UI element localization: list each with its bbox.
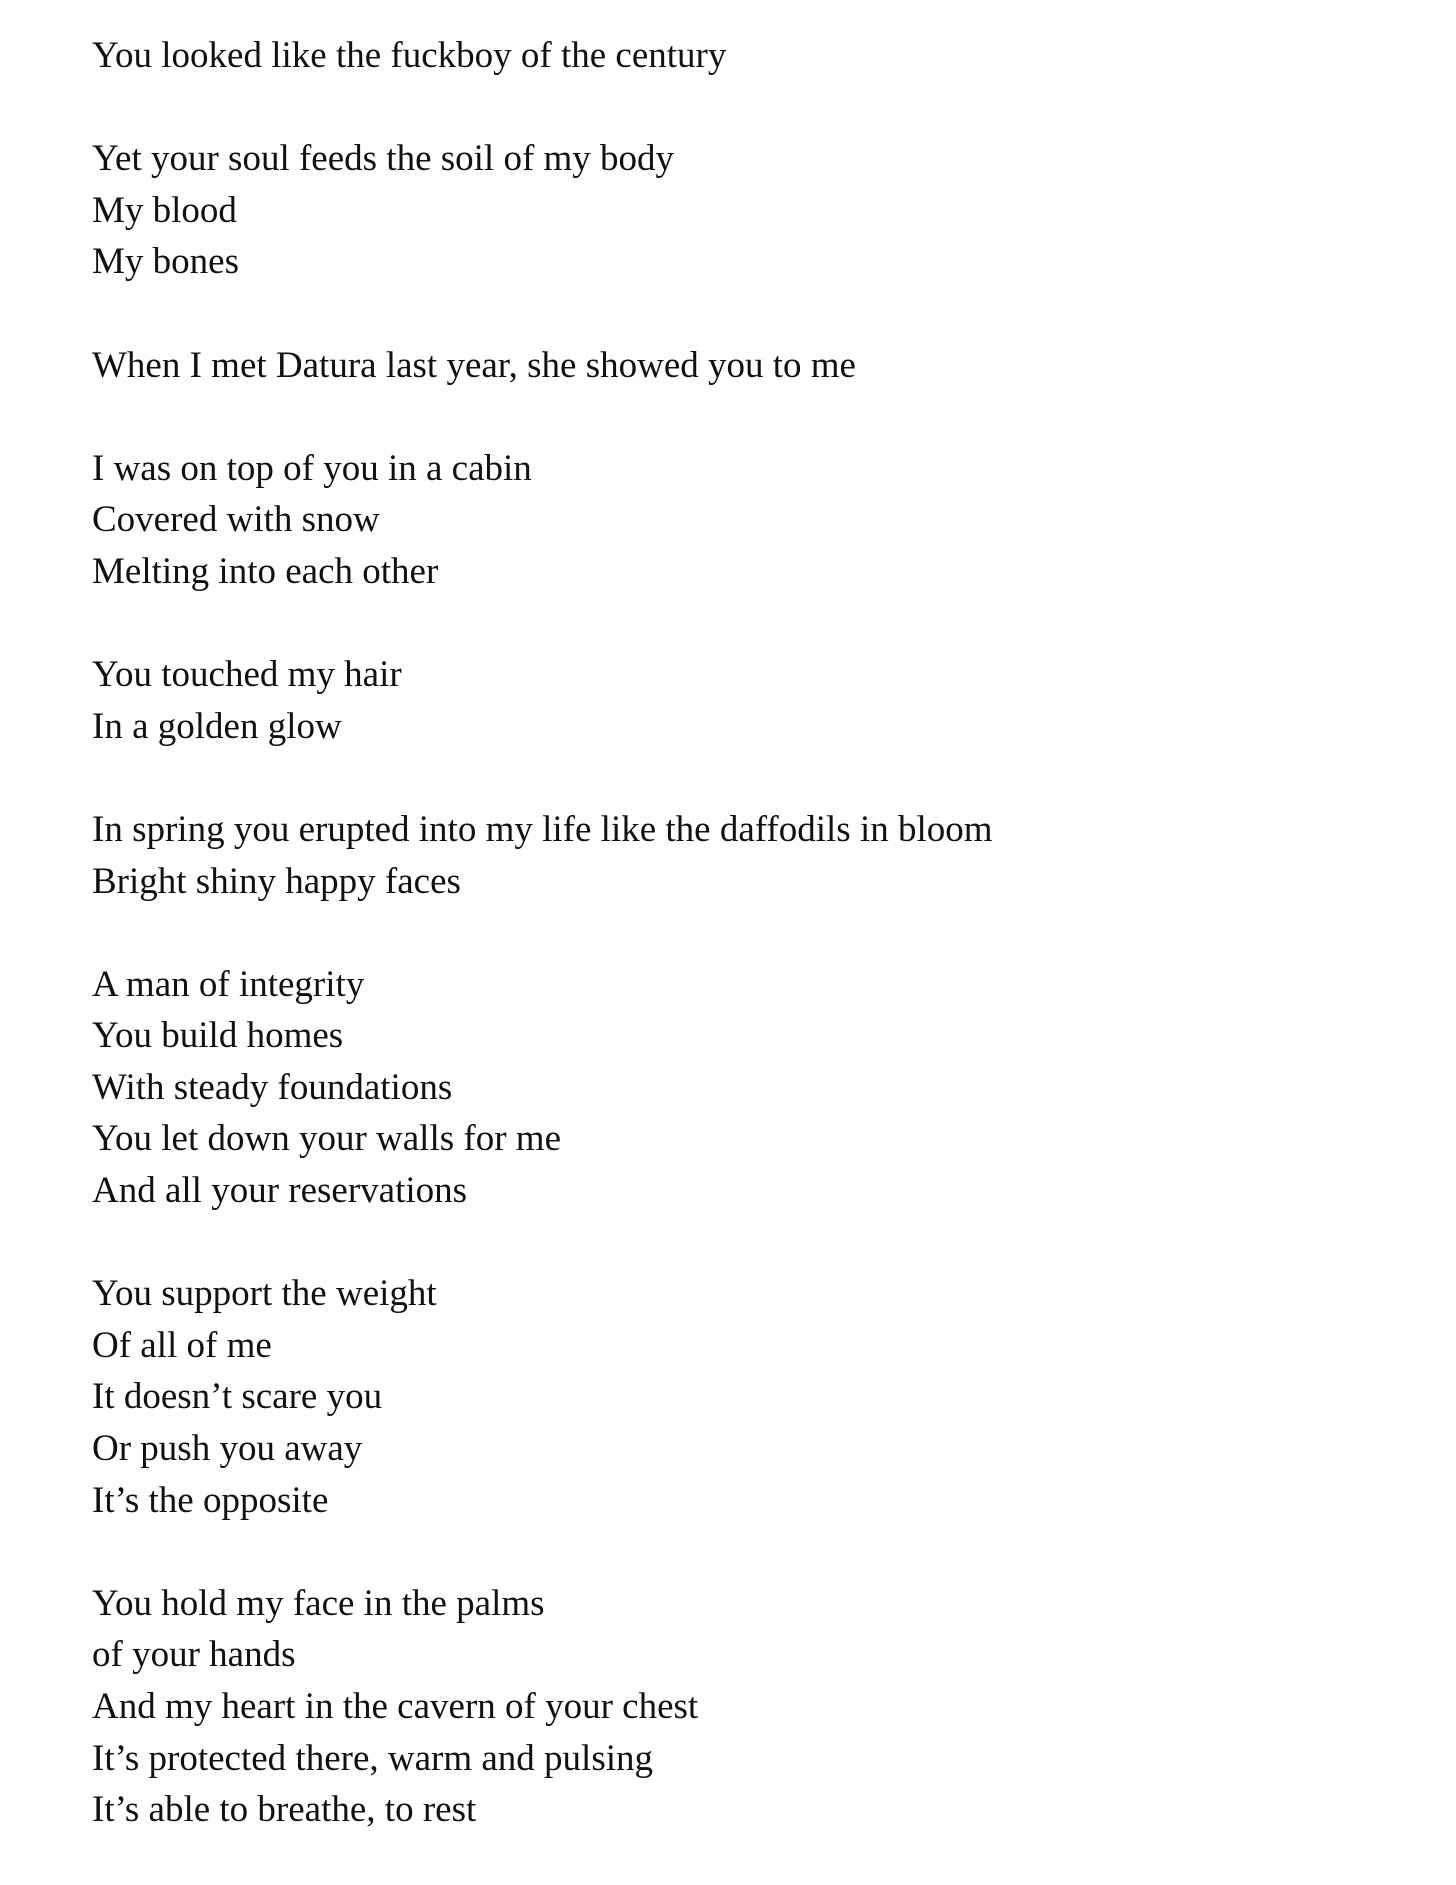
poem-line: Melting into each other xyxy=(92,550,439,592)
poem-line: of your hands xyxy=(92,1634,296,1676)
poem-line: You looked like the fuckboy of the century xyxy=(92,35,727,76)
poem-line: A man of integrity xyxy=(92,963,365,1005)
poem-line: Yet your soul feeds the soil of my body xyxy=(92,138,675,180)
poem-line: It’s protected there, warm and pulsing xyxy=(92,1737,653,1779)
poem-line: And all your reservations xyxy=(92,1170,468,1212)
stanza xyxy=(92,340,1392,392)
poem-line: It doesn’t scare you xyxy=(92,1376,383,1418)
poem-line: It’s able to breathe, to rest xyxy=(92,1789,477,1831)
poem-line: You support the weight xyxy=(92,1273,437,1315)
poem-line: My bones xyxy=(92,241,239,283)
stanza-gap xyxy=(92,752,1392,804)
poem-line: Bright shiny happy faces xyxy=(92,860,461,902)
poem-line: I was on top of you in a cabin xyxy=(92,447,532,489)
stanza xyxy=(92,804,1392,907)
stanza-gap xyxy=(92,1526,1392,1578)
poem-line: It’s the opposite xyxy=(92,1479,329,1521)
stanza-gap xyxy=(92,391,1392,443)
stanza xyxy=(92,1578,1392,1836)
stanza xyxy=(92,133,1392,288)
stanza xyxy=(92,443,1392,598)
poem-line: My blood xyxy=(92,189,237,231)
stanza-gap xyxy=(92,598,1392,650)
stanza-gap xyxy=(92,82,1392,134)
poem-line: You touched my hair xyxy=(92,654,402,696)
poem-line: Covered with snow xyxy=(92,499,380,541)
poem-line: You let down your walls for me xyxy=(92,1118,561,1160)
poem-line: When I met Datura last year, she showed you to me xyxy=(92,344,856,386)
poem-line: With steady foundations xyxy=(92,1066,453,1108)
poem-line: In a golden glow xyxy=(92,705,342,747)
stanza-gap xyxy=(92,288,1392,340)
stanza xyxy=(92,30,1392,82)
poem-line: You hold my face in the palms xyxy=(92,1582,545,1624)
poem-line: Of all of me xyxy=(92,1324,272,1366)
poem-body xyxy=(92,30,1392,1836)
stanza xyxy=(92,959,1392,1217)
stanza xyxy=(92,1268,1392,1526)
poem-line: And my heart in the cavern of your chest xyxy=(92,1686,699,1727)
stanza xyxy=(92,649,1392,752)
stanza-gap xyxy=(92,907,1392,959)
stanza-gap xyxy=(92,1217,1392,1269)
poem-line: You build homes xyxy=(92,1015,344,1057)
poem-line: In spring you erupted into my life like the daffodils in bloom xyxy=(92,808,993,850)
poem-line: Or push you away xyxy=(92,1428,363,1470)
